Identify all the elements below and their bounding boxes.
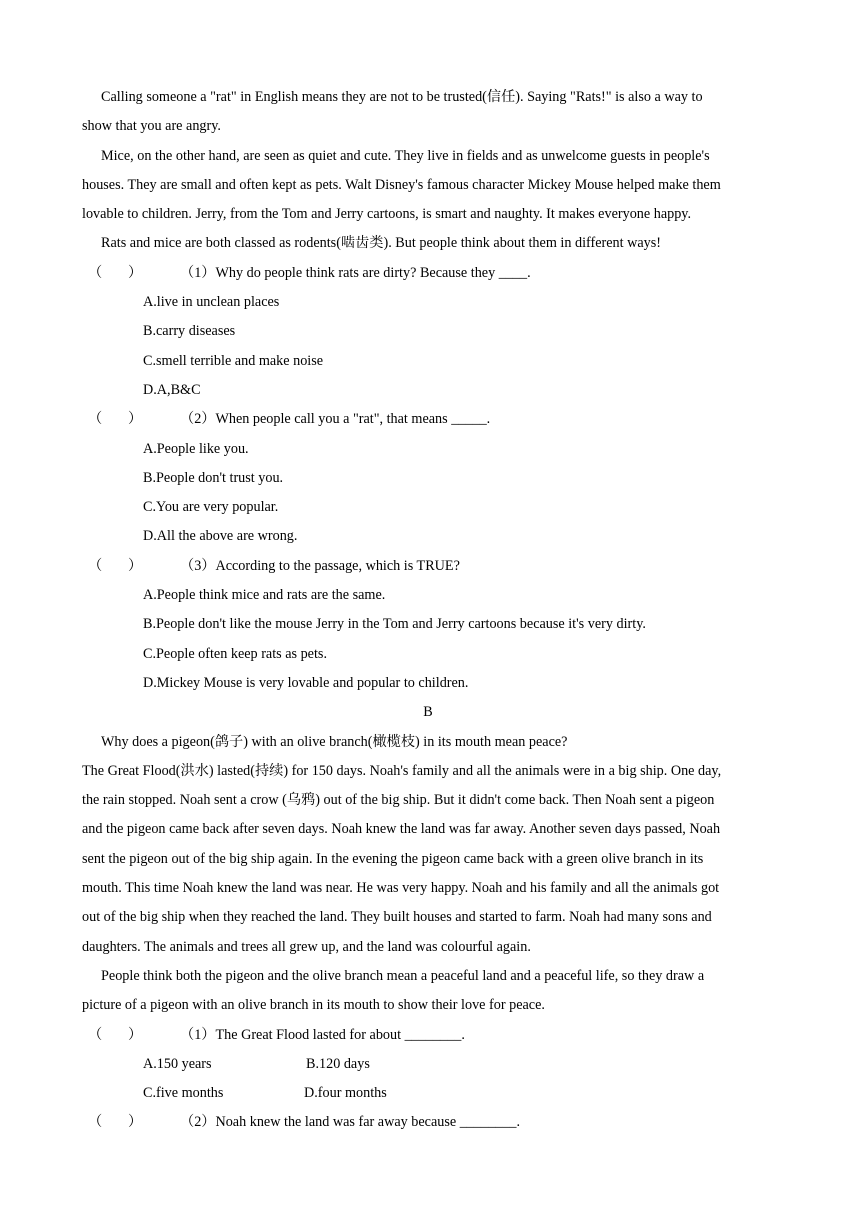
option: B.People don't trust you.	[143, 469, 284, 486]
question-b2	[82, 1108, 774, 1137]
option: C.smell terrible and make noise	[143, 352, 324, 369]
option-row	[82, 1079, 774, 1108]
answer-blank[interactable]: （ ）	[88, 1114, 143, 1131]
option: D.All the above are wrong.	[143, 528, 298, 545]
question-a2	[82, 405, 774, 434]
paragraph-line: Mice, on the other hand, are seen as quiet and cute. They live in fields and as unwelcome guests in people's	[101, 147, 710, 164]
paragraph-line: People think both the pigeon and the olive branch mean a peaceful land and a peaceful life, so they draw a	[101, 967, 705, 984]
paragraph-line: sent the pigeon out of the big ship again. In the evening the pigeon came back with a green olive branch in its	[82, 850, 704, 867]
paragraph-line: The Great Flood(洪水) lasted(持续) for 150 days. Noah's family and all the animals were in a big ship. One day,	[82, 762, 722, 779]
passage-a	[82, 83, 774, 698]
option: D.A,B&C	[143, 381, 201, 398]
option: D.four months	[304, 1085, 387, 1102]
question-stem: （1）Why do people think rats are dirty? Because they ____.	[180, 264, 531, 281]
section-heading: B	[423, 704, 433, 721]
answer-blank[interactable]: （ ）	[88, 264, 143, 281]
option-row	[82, 1050, 774, 1079]
option: A.People like you.	[143, 440, 249, 457]
answer-blank[interactable]: （ ）	[88, 1026, 143, 1043]
option: B.120 days	[306, 1055, 370, 1072]
question-stem: （2）Noah knew the land was far away because ________.	[180, 1114, 521, 1131]
paragraph-line: picture of a pigeon with an olive branch in its mouth to show their love for peace.	[82, 997, 545, 1014]
option: D.Mickey Mouse is very lovable and popular to children.	[143, 674, 469, 691]
passage-title: Why does a pigeon(鸽子) with an olive branch(橄榄枝) in its mouth mean peace?	[101, 733, 568, 750]
question-a3	[82, 552, 774, 581]
passage-b	[82, 698, 774, 1137]
option: C.People often keep rats as pets.	[143, 645, 327, 662]
paragraph-line: Rats and mice are both classed as rodents(啮齿类). But people think about them in different ways!	[101, 235, 662, 252]
paragraph-line: Calling someone a "rat" in English means they are not to be trusted(信任). Saying "Rats!" is also a way to	[101, 89, 703, 105]
paragraph-line: out of the big ship when they reached the land. They built houses and started to farm. Noah had many sons and	[82, 909, 712, 926]
option: A.live in unclean places	[143, 294, 280, 311]
question-a1	[82, 259, 774, 288]
paragraph-line: and the pigeon came back after seven days. Noah knew the land was far away. Another seven days passed, Noah	[82, 821, 721, 838]
option: A.150 years	[143, 1055, 212, 1072]
paragraph-line: mouth. This time Noah knew the land was near. He was very happy. Noah and his family and all the animals got	[82, 880, 720, 897]
answer-blank[interactable]: （ ）	[88, 411, 143, 428]
answer-blank[interactable]: （ ）	[88, 557, 143, 574]
paragraph-line: lovable to children. Jerry, from the Tom and Jerry cartoons, is smart and naughty. It makes everyone happy.	[82, 206, 692, 223]
question-stem: （2）When people call you a "rat", that means _____.	[180, 411, 491, 428]
option: B.People don't like the mouse Jerry in the Tom and Jerry cartoons because it's very dirty.	[143, 616, 646, 633]
paragraph-line: houses. They are small and often kept as pets. Walt Disney's famous character Mickey Mouse helped make them	[82, 176, 721, 193]
question-stem: （3）According to the passage, which is TRUE?	[180, 557, 460, 574]
option: A.People think mice and rats are the same.	[143, 587, 386, 604]
paragraph-line: daughters. The animals and trees all grew up, and the land was colourful again.	[82, 938, 531, 955]
question-b1	[82, 1021, 774, 1050]
question-stem: （1）The Great Flood lasted for about ________.	[180, 1026, 465, 1043]
paragraph-line: the rain stopped. Noah sent a crow (乌鸦) out of the big ship. But it didn't come back. Then Noah sent a pigeon	[82, 792, 715, 809]
option: C.five months	[143, 1085, 224, 1102]
option: C.You are very popular.	[143, 499, 279, 516]
document-page	[82, 83, 774, 1138]
option: B.carry diseases	[143, 323, 236, 340]
paragraph-line: show that you are angry.	[82, 118, 221, 135]
